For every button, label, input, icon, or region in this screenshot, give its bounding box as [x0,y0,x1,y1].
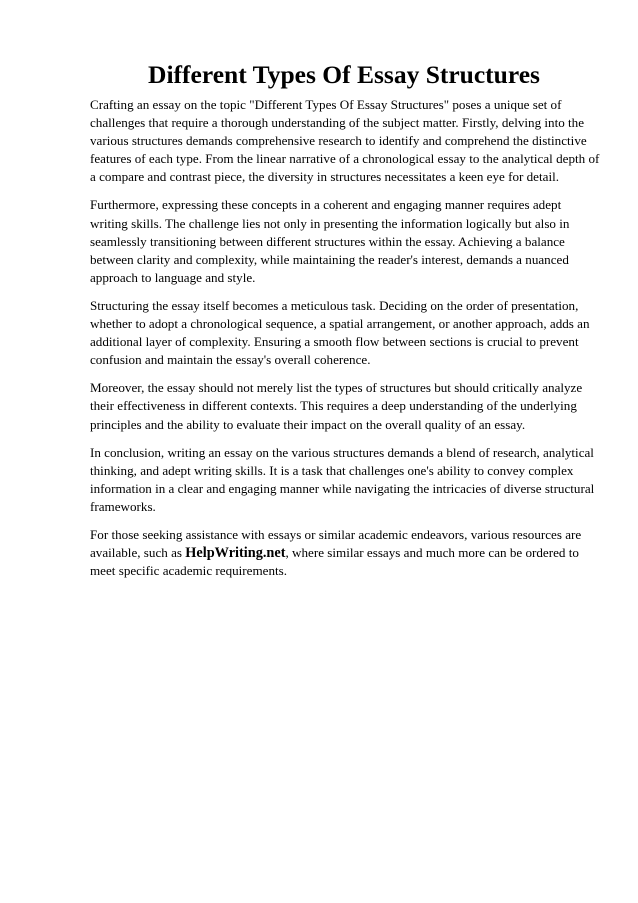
paragraph-line: confusion and maintain the essay's overall coherence. [90,352,371,368]
paragraph-3 [90,297,600,369]
paragraph-line: Crafting an essay on the topic "Different Types Of Essay Structures" poses a unique set of [90,97,562,112]
helpwriting-link[interactable]: HelpWriting.net [185,545,286,562]
paragraph-line: seamlessly transitioning between different structures within the essay. Achieving a balance [90,233,565,249]
paragraph-line: Structuring the essay itself becomes a meticulous task. Deciding on the order of presentation, [90,297,579,313]
paragraph-line: their effectiveness in different contexts. This requires a deep understanding of the underlying [90,398,577,414]
paragraph-5 [90,444,600,516]
paragraph-line: meet specific academic requirements. [90,563,288,579]
paragraph-line: In conclusion, writing an essay on the various structures demands a blend of research, analytical [90,444,594,460]
closing-text-after-link: , where similar essays and much more can be ordered to [285,545,579,561]
paragraph-line: whether to adopt a chronological sequence, a spatial arrangement, or another approach, adds an [90,316,590,332]
paragraph-line: additional layer of complexity. Ensuring a smooth flow between sections is crucial to prevent [90,334,579,350]
paragraph-line: information in a clear and engaging manner while navigating the intricacies of diverse structural [90,480,595,496]
paragraph-line: various structures demands comprehensive research to identify and comprehend the distinctive [90,133,587,149]
essay-body [90,96,600,590]
paragraph-line: writing skills. The challenge lies not only in presenting the information logically but also in [90,215,570,231]
paragraph-line: frameworks. [90,498,156,514]
paragraph-line: a compare and contrast piece, the diversity in structures necessitates a keen eye for detail. [90,169,559,185]
paragraph-line [90,544,600,562]
closing-text-before-link: available, such as [90,545,186,561]
paragraph-line: features of each type. From the linear narrative of a chronological essay to the analytical depth of [90,151,600,167]
paragraph-line: approach to language and style. [90,269,256,285]
paragraph-line: principles and the ability to evaluate their impact on the overall quality of an essay. [90,416,526,432]
paragraph-line: Moreover, the essay should not merely list the types of structures but should critically analyze [90,380,583,396]
paragraph-line: For those seeking assistance with essays or similar academic endeavors, various resources are [90,526,582,542]
paragraph-2 [90,196,600,286]
paragraph-line: Furthermore, expressing these concepts in a coherent and engaging manner requires adept [90,197,562,213]
closing-paragraph [90,526,600,580]
paragraph-line: thinking, and adept writing skills. It is a task that challenges one's ability to convey complex [90,462,574,478]
paragraph-line: between clarity and complexity, while maintaining the reader's interest, demands a nuanced [90,251,569,267]
paragraph-1 [90,96,600,186]
paragraph-line: challenges that require a thorough understanding of the subject matter. Firstly, delving into the [90,115,585,131]
paragraph-4 [90,379,600,433]
page-title: Different Types Of Essay Structures [148,60,540,89]
